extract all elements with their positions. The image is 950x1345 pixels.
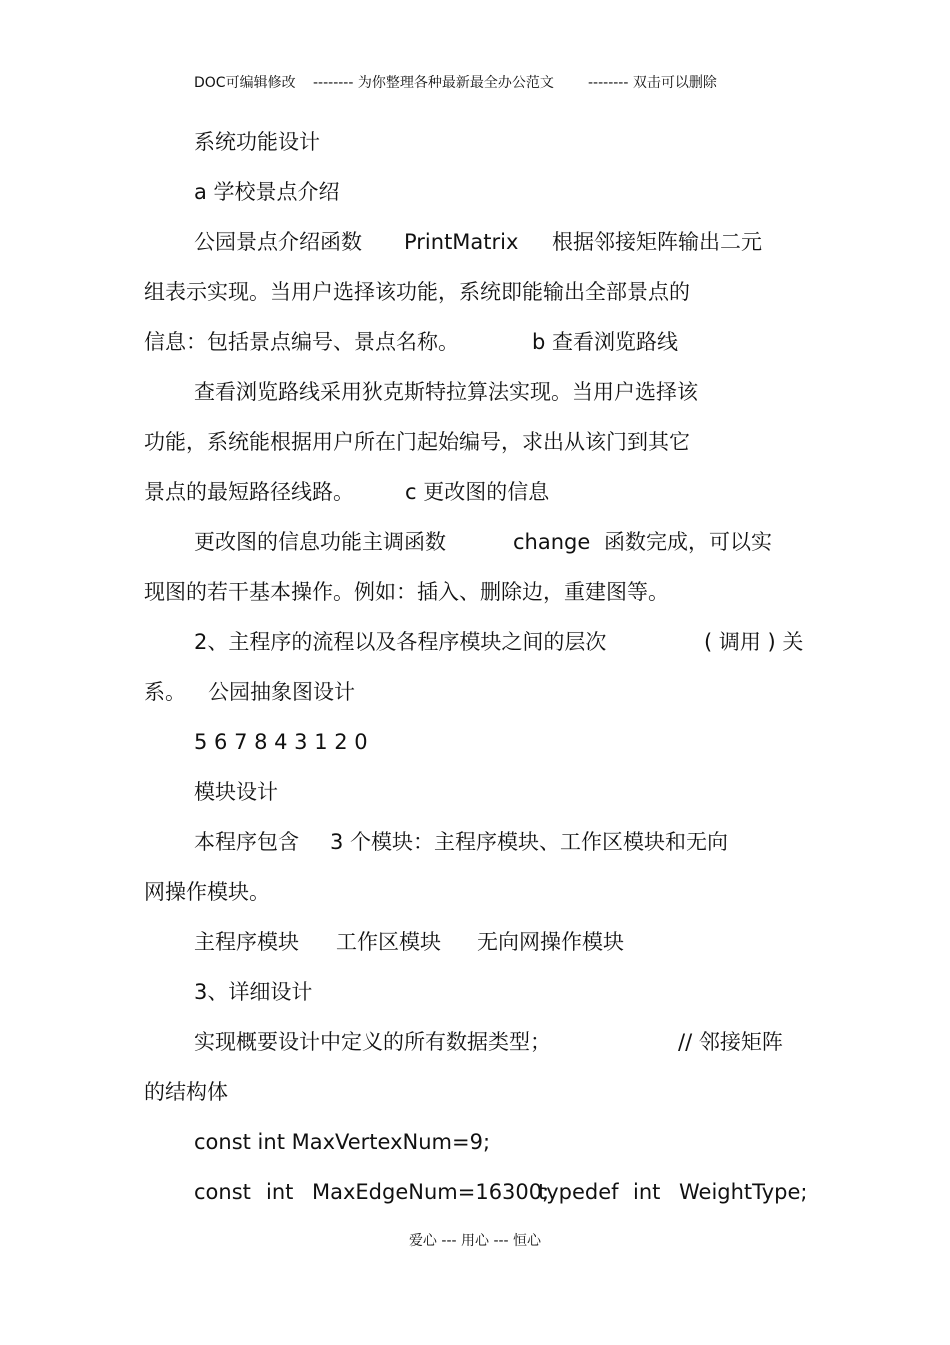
line-text: 5 6 7 8 4 3 1 2 0 xyxy=(194,730,368,754)
function-name: change xyxy=(513,530,591,554)
code-comment: // 邻接矩阵 xyxy=(678,1030,783,1054)
line-text: 2、主程序的流程以及各程序模块之间的层次 xyxy=(194,630,607,654)
subsection-heading: b 查看浏览路线 xyxy=(532,330,679,354)
subsection-heading: c 更改图的信息 xyxy=(405,480,550,504)
line-text: 更改图的信息功能主调函数 xyxy=(194,530,446,554)
code-text: const int MaxVertexNum=9; xyxy=(194,1130,491,1154)
line-text: 本程序包含 xyxy=(194,830,299,854)
line-text: 根据邻接矩阵输出二元 xyxy=(552,230,762,254)
line-text: 网操作模块。 xyxy=(144,880,270,904)
line-text: 函数完成，可以实 xyxy=(604,530,772,554)
line-text: 3 个模块：主程序模块、工作区模块和无向 xyxy=(330,830,729,854)
code-token: const xyxy=(194,1180,251,1204)
module-name: 工作区模块 xyxy=(336,930,441,954)
code-token: MaxEdgeNum=16300; xyxy=(312,1180,550,1204)
line-text: 景点的最短路径线路。 xyxy=(144,480,354,504)
line-text: 的结构体 xyxy=(144,1080,228,1104)
line-text: 功能，系统能根据用户所在门起始编号，求出从该门到其它 xyxy=(144,430,690,454)
line-text: 实现概要设计中定义的所有数据类型； xyxy=(194,1030,551,1054)
line-text: 信息：包括景点编号、景点名称。 xyxy=(144,330,459,354)
header-right-text: -------- 双击可以删除 xyxy=(588,75,717,91)
code-token: WeightType; xyxy=(679,1180,808,1204)
module-name: 无向网操作模块 xyxy=(477,930,624,954)
code-token: int xyxy=(266,1180,294,1204)
header-middle-text: -------- 为你整理各种最新最全办公范文 xyxy=(313,75,554,91)
page-footer: 爱心 --- 用心 --- 恒心 xyxy=(408,1233,542,1249)
function-name: PrintMatrix xyxy=(404,230,519,254)
line-text: 系。 xyxy=(144,680,186,704)
line-text: a 学校景点介绍 xyxy=(194,180,340,204)
line-text: 查看浏览路线采用狄克斯特拉算法实现。当用户选择该 xyxy=(194,380,698,404)
line-text: 现图的若干基本操作。例如：插入、删除边，重建图等。 xyxy=(144,580,669,604)
line-text: 公园景点介绍函数 xyxy=(194,230,362,254)
line-text: 模块设计 xyxy=(194,780,278,804)
line-text: 组表示实现。当用户选择该功能，系统即能输出全部景点的 xyxy=(144,280,690,304)
header-left-text: DOC可编辑修改 xyxy=(194,75,296,91)
subsection-heading: 公园抽象图设计 xyxy=(208,680,355,704)
module-name: 主程序模块 xyxy=(194,930,299,954)
code-token: typedef xyxy=(538,1180,619,1204)
code-token: int xyxy=(633,1180,661,1204)
line-text: 系统功能设计 xyxy=(194,130,320,154)
line-text: 3、详细设计 xyxy=(194,980,313,1004)
line-text: ( 调用 ) 关 xyxy=(704,630,804,654)
